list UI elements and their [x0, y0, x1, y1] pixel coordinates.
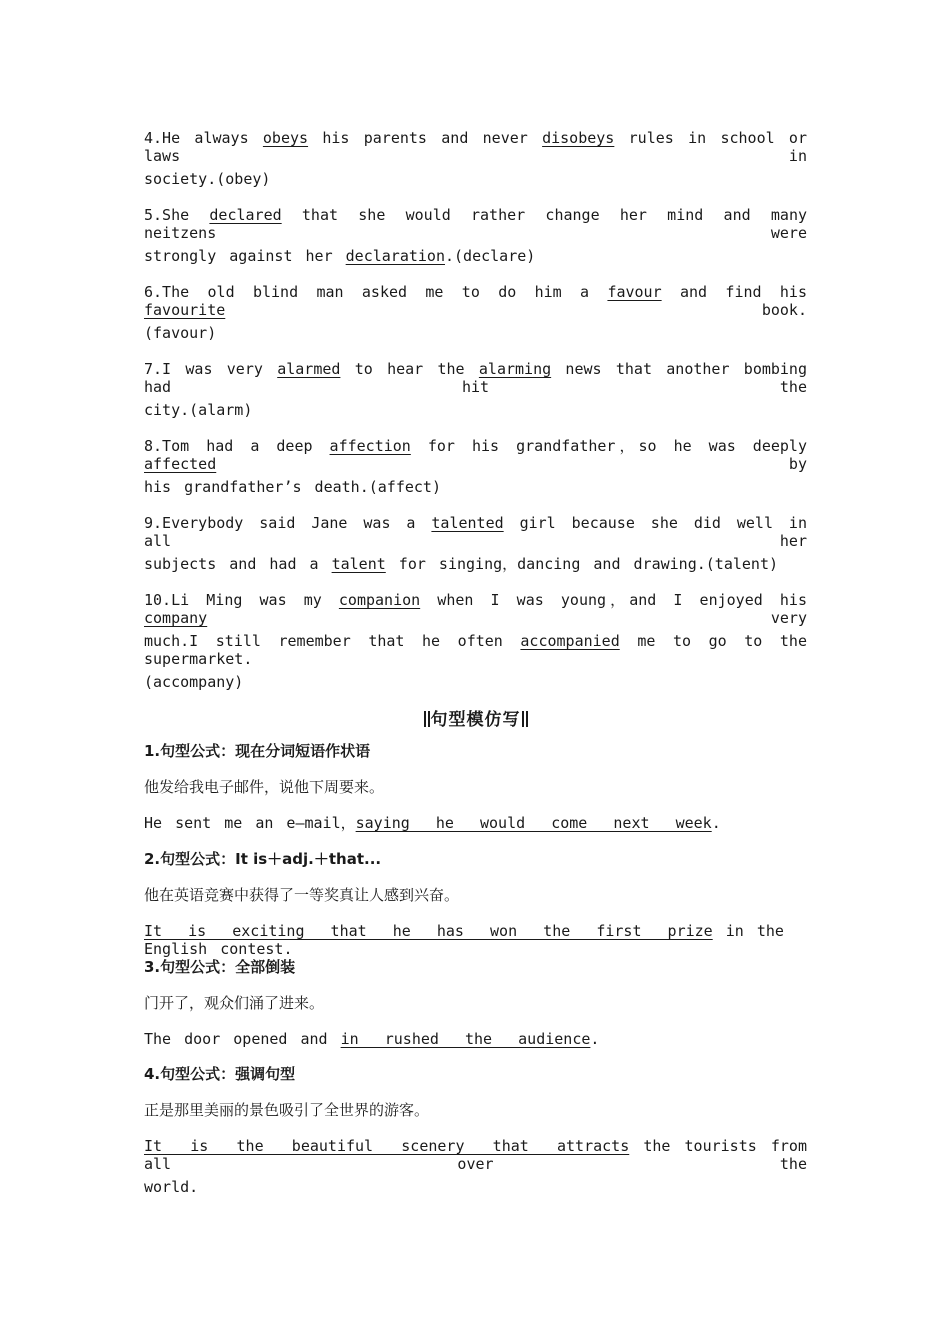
text-segment: me to go to the supermarket.: [144, 632, 821, 668]
exercise-line: [144, 437, 821, 473]
answer-blank: alarmed: [277, 360, 341, 378]
exercise-line: [144, 360, 821, 396]
pattern-english-continuation: world.: [144, 1178, 199, 1196]
answer-blank: favourite: [144, 301, 226, 319]
text-segment: subjects and had a: [144, 555, 332, 573]
answer-blank: obeys: [262, 129, 309, 147]
section-title-text: 句型模仿写: [430, 710, 521, 730]
text-segment: news that another bombing had hit the: [144, 360, 821, 396]
pattern-chinese-sentence: 正是那里美丽的景色吸引了全世界的游客。: [144, 1101, 430, 1119]
text-segment: in the English contest.: [144, 922, 797, 958]
text-segment: (accompany): [144, 673, 244, 691]
text-segment: much.I still remember that he often: [144, 632, 521, 650]
text-segment: 4.He always: [144, 129, 263, 147]
exercise-line: [144, 632, 821, 668]
text-segment: .: [590, 1030, 600, 1048]
answer-blank: talented: [431, 514, 504, 532]
answer-blank: disobeys: [542, 129, 615, 147]
exercise-line: [144, 206, 821, 242]
text-segment: for singing，dancing and drawing.(talent): [385, 555, 779, 573]
text-segment: 10.Li Ming was my: [144, 591, 339, 609]
text-segment: 7.I was very: [144, 360, 278, 378]
text-segment: city.(alarm): [144, 401, 253, 419]
text-segment: 9.Everybody said Jane was a: [144, 514, 432, 532]
pattern-chinese-sentence: 门开了，观众们涌了进来。: [144, 994, 325, 1012]
answer-blank: It is exciting that he has won the first prize: [144, 922, 713, 940]
exercise-line: [144, 283, 821, 319]
text-segment: The door opened and: [144, 1030, 341, 1048]
text-segment: to hear the: [340, 360, 479, 378]
text-segment: that she would rather change her mind and many neitzens were: [144, 206, 821, 242]
pattern-label: 1.句型公式：现在分词短语作状语: [144, 742, 371, 760]
pattern-english-answer: [144, 922, 807, 958]
answer-blank: accompanied: [520, 632, 620, 650]
title-bar-right-icon: [521, 710, 529, 730]
answer-blank: affected: [144, 455, 217, 473]
text-segment: the tourists from all over the: [144, 1137, 821, 1173]
text-segment: 5.She: [144, 206, 210, 224]
text-segment: by: [216, 455, 807, 473]
pattern-label: 4.句型公式：强调句型: [144, 1065, 296, 1083]
answer-blank: It is the beautiful scenery that attracts: [144, 1137, 630, 1155]
text-segment: his parents and never: [308, 129, 543, 147]
text-segment: strongly against her: [144, 247, 346, 265]
answer-blank: saying he would come next week: [355, 814, 712, 832]
text-segment: He sent me an e—mail，: [144, 814, 356, 832]
text-segment: 6.The old blind man asked me to do him a: [144, 283, 608, 301]
exercise-line: [144, 591, 821, 627]
text-segment: (favour): [144, 324, 217, 342]
pattern-english-answer: [144, 1030, 807, 1048]
text-segment: rules in school or laws in: [144, 129, 821, 165]
pattern-label: 3.句型公式：全部倒装: [144, 958, 296, 976]
pattern-label: 2.句型公式：It is＋adj.＋that...: [144, 850, 382, 868]
answer-blank: alarming: [478, 360, 552, 378]
exercise-line: [144, 673, 807, 691]
text-segment: and find his: [661, 283, 821, 301]
answer-blank: in rushed the audience: [340, 1030, 591, 1048]
section-title: [144, 705, 807, 730]
title-bar-left-icon: [423, 710, 431, 730]
answer-blank: favour: [607, 283, 662, 301]
text-segment: book.: [225, 301, 807, 319]
answer-blank: company: [144, 609, 208, 627]
text-segment: for his grandfather，so he was deeply: [410, 437, 821, 455]
exercise-line: [144, 247, 807, 265]
exercise-line: [144, 324, 807, 342]
text-segment: his grandfather’s death.(affect): [144, 478, 441, 496]
exercise-line: [144, 170, 807, 188]
exercise-line: [144, 478, 807, 496]
pattern-chinese-sentence: 他在英语竞赛中获得了一等奖真让人感到兴奋。: [144, 886, 460, 904]
answer-blank: affection: [329, 437, 411, 455]
answer-blank: declared: [209, 206, 282, 224]
exercise-line: [144, 129, 821, 165]
answer-blank: companion: [338, 591, 421, 609]
pattern-chinese-sentence: 他发给我电子邮件，说他下周要来。: [144, 778, 385, 796]
text-segment: 8.Tom had a deep: [144, 437, 330, 455]
text-segment: .(declare): [445, 247, 536, 265]
text-segment: when I was young，and I enjoyed his: [420, 591, 821, 609]
exercise-line: [144, 514, 821, 550]
text-segment: very: [207, 609, 807, 627]
answer-blank: declaration: [345, 247, 445, 265]
text-segment: .: [711, 814, 721, 832]
pattern-english-answer: [144, 814, 807, 832]
text-segment: society.(obey): [144, 170, 271, 188]
exercise-line: [144, 401, 807, 419]
exercise-line: [144, 555, 807, 573]
pattern-english-answer: [144, 1137, 821, 1173]
text-segment: girl because she did well in all her: [144, 514, 821, 550]
answer-blank: talent: [331, 555, 386, 573]
